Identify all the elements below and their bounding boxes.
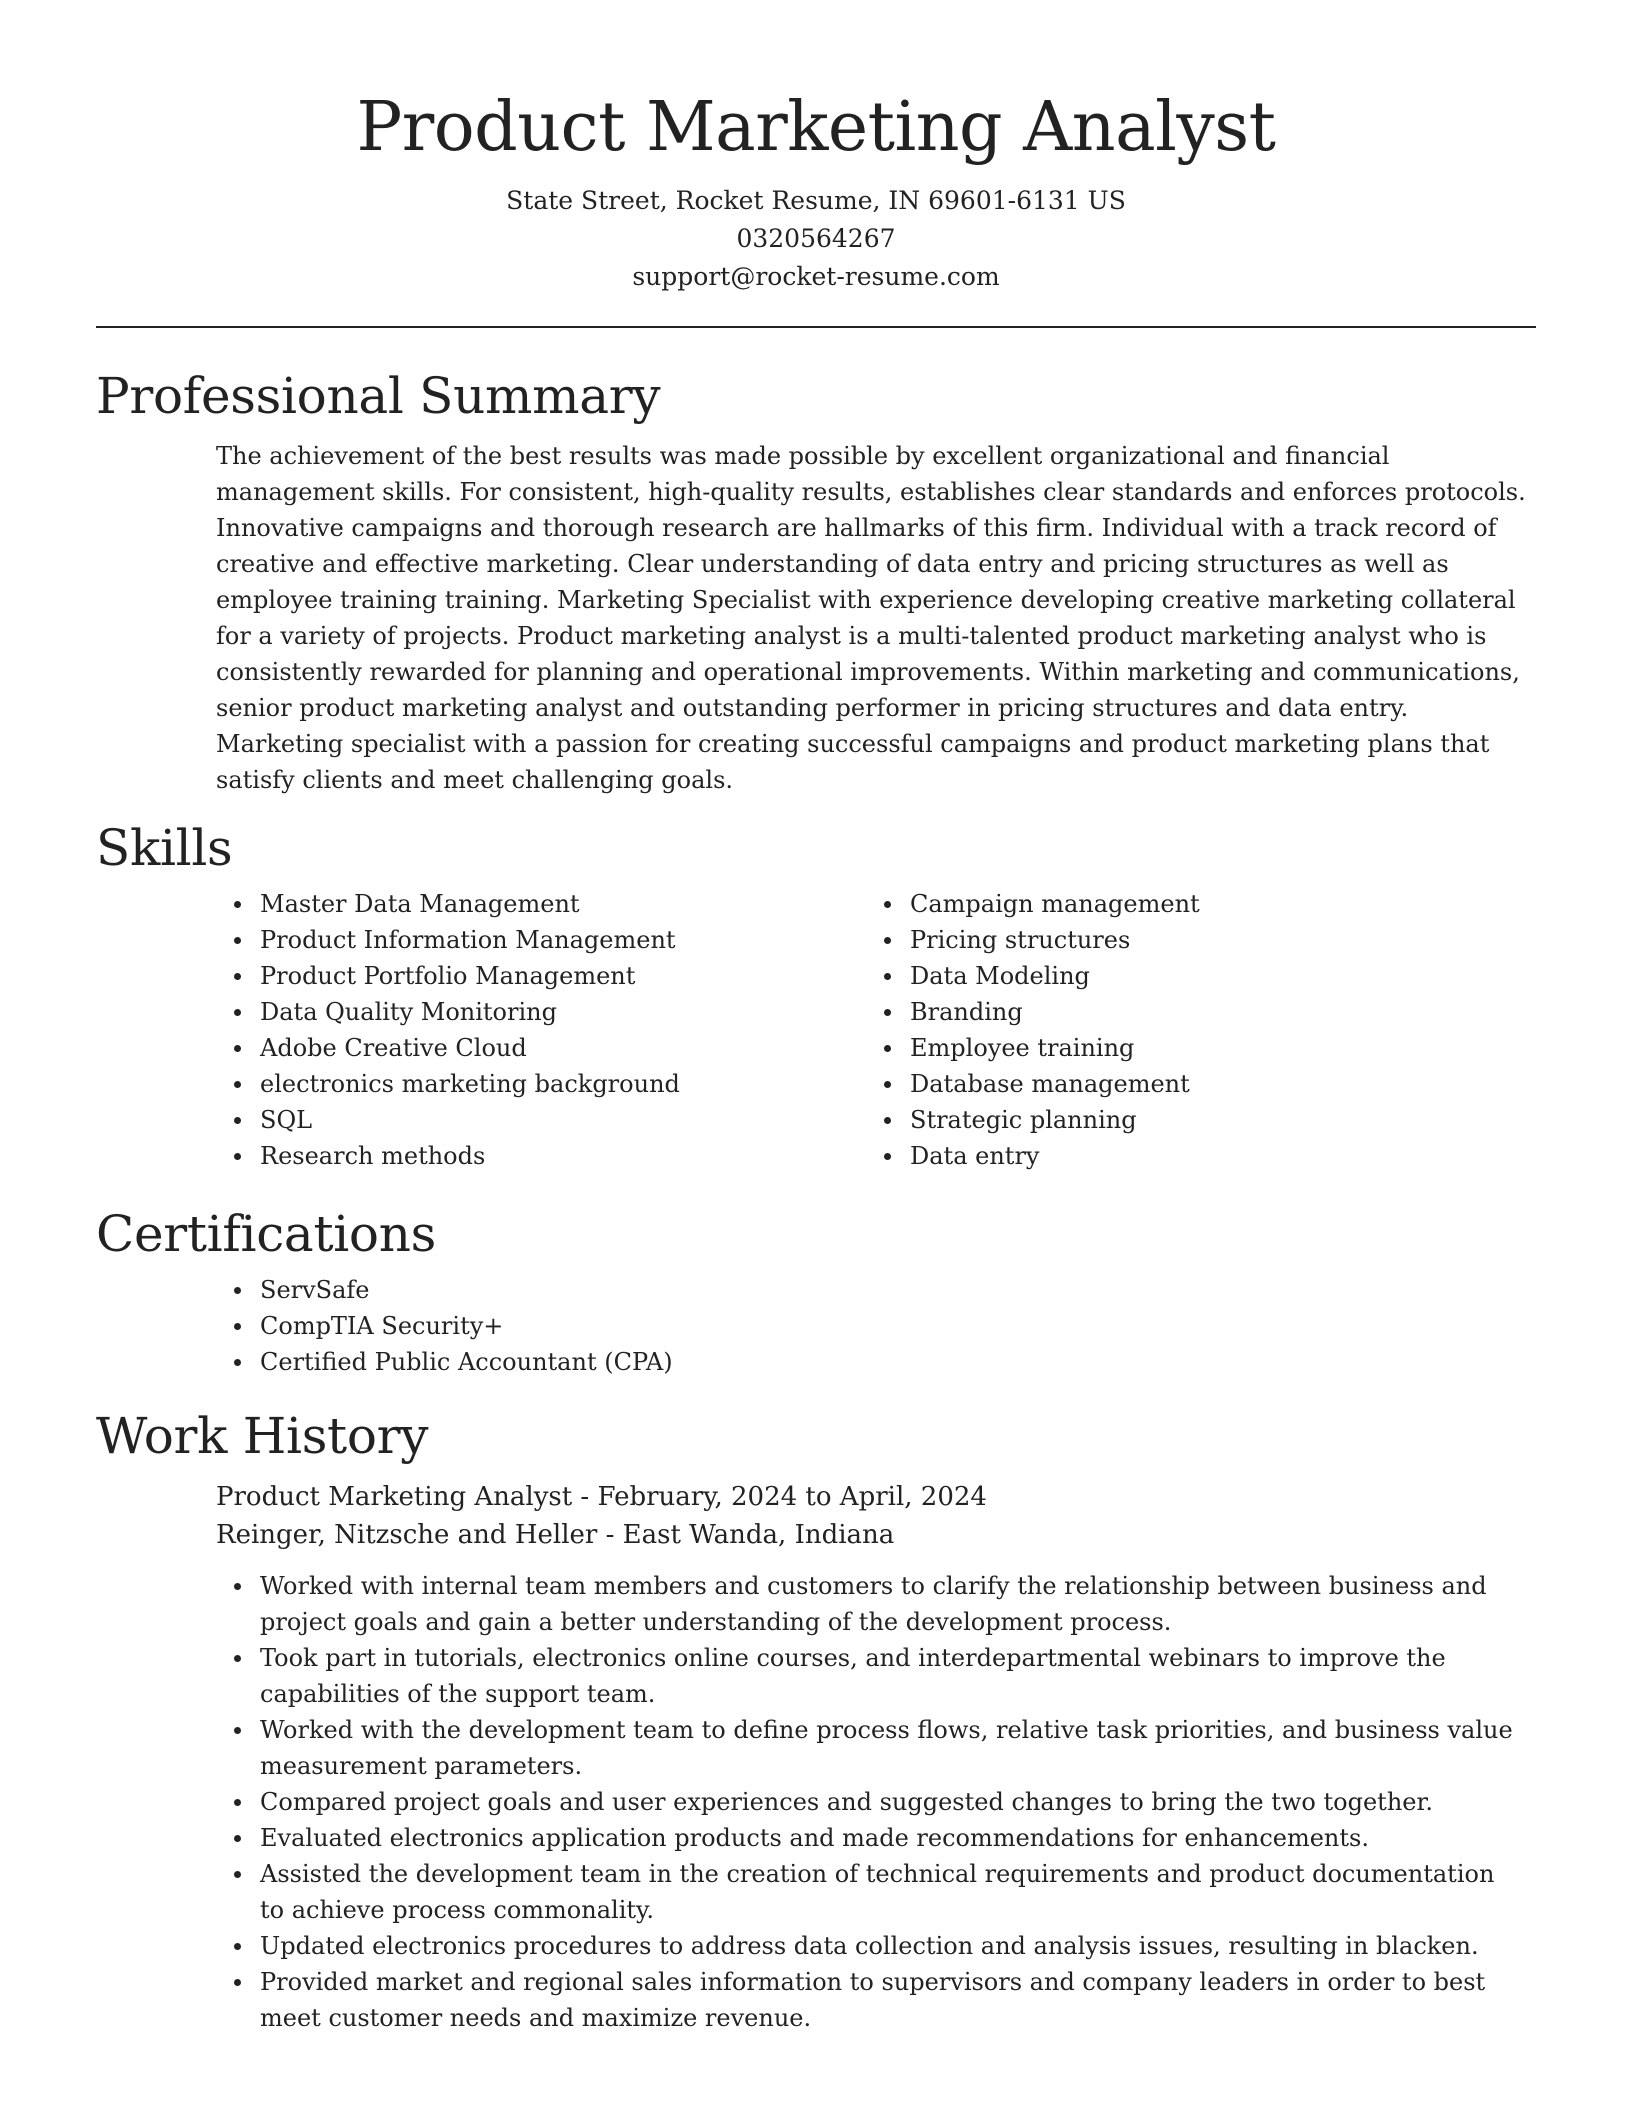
job-bullets [96, 1568, 1536, 2036]
certifications-list [96, 1272, 1536, 1380]
list-item: Worked with internal team members and customers to clarify the relationship between business and project goals and gain a better understanding of the development process. [96, 1568, 1536, 1640]
list-item: ServSafe [96, 1272, 1536, 1308]
list-item: Strategic planning [746, 1102, 1396, 1138]
skills-list-left [96, 886, 746, 1174]
list-item: Master Data Management [96, 886, 746, 922]
list-item: Took part in tutorials, electronics online courses, and interdepartmental webinars to improve the capabilities of the support team. [96, 1640, 1536, 1712]
phone: 0320564267 [736, 224, 896, 253]
list-item: Campaign management [746, 886, 1396, 922]
list-item: Certified Public Accountant (CPA) [96, 1344, 1536, 1380]
certifications-section [96, 1202, 1536, 1380]
list-item: Provided market and regional sales information to supervisors and company leaders in order to best meet customer needs and maximize revenue. [96, 1964, 1536, 2036]
list-item: Adobe Creative Cloud [96, 1030, 746, 1066]
email: support@rocket-resume.com [632, 262, 1000, 291]
list-item: CompTIA Security+ [96, 1308, 1536, 1344]
list-item: Research methods [96, 1138, 746, 1174]
list-item: Assisted the development team in the creation of technical requirements and product documentation to achieve process commonality. [96, 1856, 1536, 1928]
summary-text: The achievement of the best results was made possible by excellent organizational and financial management skills. For consistent, high-quality results, establishes clear standards and enforces protocols. Innovative campaigns and thorough research are hallmarks of this firm. Individual with a track record of creative and effective marketing. Clear understanding of data entry and pricing structures as well as employee training training. Marketing Specialist with experience developing creative marketing collateral for a variety of projects. Product marketing analyst is a multi-talented product marketing analyst who is consistently rewarded for planning and operational improvements. Within marketing and communications, senior product marketing analyst and outstanding performer in pricing structures and data entry. Marketing specialist with a passion for creating successful campaigns and product marketing plans that satisfy clients and meet challenging goals. [216, 442, 1526, 794]
list-item: Pricing structures [746, 922, 1396, 958]
list-item: Data entry [746, 1138, 1396, 1174]
list-item: Evaluated electronics application products and made recommendations for enhancements. [96, 1820, 1536, 1856]
summary-section [96, 364, 1536, 798]
job-company-location: Reinger, Nitzsche and Heller - East Wanda, Indiana [216, 1520, 895, 1550]
skills-columns [96, 886, 1536, 1174]
certifications-title: Certifications [96, 1205, 436, 1263]
job-role-dates: Product Marketing Analyst - February, 2024 to April, 2024 [216, 1482, 987, 1512]
list-item: Product Portfolio Management [96, 958, 746, 994]
candidate-name: Product Marketing Analyst [356, 88, 1276, 167]
resume-header [96, 0, 1536, 296]
resume-page [96, 0, 1536, 2036]
skills-section [96, 816, 1536, 1174]
list-item: Updated electronics procedures to address data collection and analysis issues, resulting in blacken. [96, 1928, 1536, 1964]
list-item: Worked with the development team to define process flows, relative task priorities, and business value measurement parameters. [96, 1712, 1536, 1784]
summary-title: Professional Summary [96, 367, 661, 425]
list-item: Database management [746, 1066, 1396, 1102]
work-history-section [96, 1404, 1536, 2036]
summary-body [216, 438, 1536, 798]
contact-block [96, 182, 1536, 296]
address: State Street, Rocket Resume, IN 69601-6131 US [506, 186, 1126, 215]
header-divider [96, 326, 1536, 328]
list-item: Product Information Management [96, 922, 746, 958]
skills-list-right [746, 886, 1396, 1174]
list-item: Branding [746, 994, 1396, 1030]
skills-title: Skills [96, 819, 233, 877]
work-history-title: Work History [96, 1407, 429, 1465]
list-item: Data Modeling [746, 958, 1396, 994]
list-item: Employee training [746, 1030, 1396, 1066]
job-header [216, 1478, 1536, 1554]
list-item: Compared project goals and user experiences and suggested changes to bring the two together. [96, 1784, 1536, 1820]
list-item: electronics marketing background [96, 1066, 746, 1102]
list-item: Data Quality Monitoring [96, 994, 746, 1030]
list-item: SQL [96, 1102, 746, 1138]
